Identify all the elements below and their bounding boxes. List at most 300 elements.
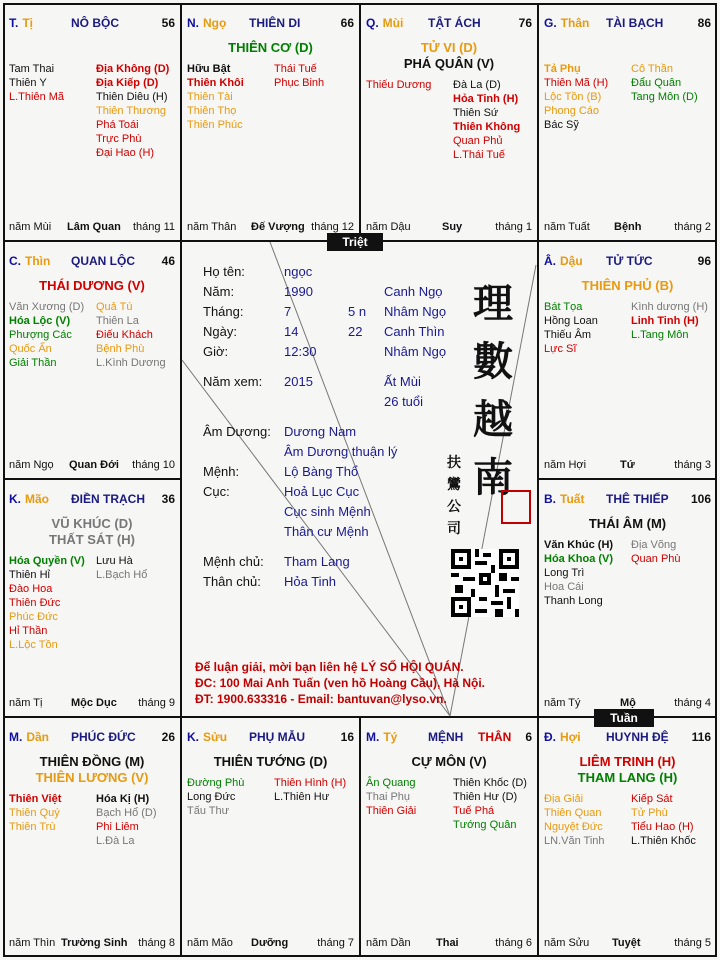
palace-cell-thin (3, 241, 181, 479)
life-stage: Dưỡng (251, 937, 289, 949)
branch-label (9, 492, 49, 506)
branch-label (9, 254, 50, 268)
than-position: Thân cư Mệnh (284, 524, 369, 539)
minor-star: Thiên Thọ (187, 105, 237, 117)
stem-letter: M. (366, 730, 380, 744)
palace-header (544, 16, 711, 32)
amduong-relation: Âm Dương thuận lý (284, 444, 398, 459)
minor-star: Quả Tú (96, 301, 133, 313)
life-stage: Bệnh (614, 221, 642, 233)
calligraphy-char: 越 (473, 396, 513, 443)
month-lunar: 5 n (348, 304, 367, 319)
minor-star: Địa Kiếp (D) (96, 77, 159, 89)
stem-letter: K. (187, 730, 199, 744)
stem-letter: N. (187, 16, 199, 30)
hour-label: Giờ: (203, 344, 229, 359)
palace-name: MỆNH (428, 730, 464, 744)
palace-header (366, 16, 532, 32)
branch-name: Mùi (382, 16, 404, 30)
stem-letter: Q. (366, 16, 379, 30)
palace-name: PHỤ MẪU (249, 730, 305, 744)
palace-cell-hoi (538, 717, 717, 957)
month-label: Tháng: (203, 304, 244, 319)
palace-name: QUAN LỘC (71, 254, 135, 268)
triet-tag: Triệt (327, 233, 383, 251)
cuc-label: Cục: (203, 484, 230, 499)
than-chu-label: Thân chủ: (203, 574, 261, 589)
hour-canchi: Nhâm Ngọ (384, 344, 447, 359)
minor-star: Hóa Khoa (V) (544, 553, 614, 565)
stem-letter: T. (9, 16, 19, 30)
branch-name: Thân (560, 16, 590, 30)
palace-month: tháng 5 (674, 937, 711, 949)
branch-label (544, 16, 589, 30)
minor-star: Tuế Phá (453, 805, 495, 817)
menh-label: Mệnh: (203, 464, 240, 479)
menh-chu-value: Tham Lang (284, 554, 350, 569)
tuan-tag: Tuần (594, 709, 654, 727)
minor-star: L.Thiên Mã (9, 91, 65, 103)
minor-stars-right (453, 78, 520, 162)
name-label: Họ tên: (203, 264, 245, 279)
main-star: PHÁ QUÂN (V) (403, 56, 495, 71)
minor-star: Thiên Quan (544, 807, 602, 819)
minor-star: Thiên Tài (187, 91, 233, 103)
hour-value: 12:30 (284, 344, 317, 359)
minor-star: Trực Phù (96, 133, 142, 145)
main-star: THIÊN CƠ (D) (228, 40, 313, 55)
main-star: THẤT SÁT (H) (49, 532, 135, 547)
palace-header (9, 16, 175, 32)
branch-label (9, 16, 33, 30)
small-calligraphy-char: 公 (447, 499, 461, 515)
minor-star: Thiên Khôi (187, 77, 244, 89)
minor-star: Bạch Hổ (D) (96, 807, 157, 819)
main-star: CỰ MÔN (V) (411, 754, 487, 769)
center-info-panel (181, 242, 538, 716)
palace-name: TÀI BẠCH (606, 16, 664, 30)
life-stage: Mộc Dục (71, 697, 117, 709)
branch-name: Mão (25, 492, 49, 506)
minor-star: Thanh Long (544, 595, 603, 607)
palace-footer (544, 221, 711, 235)
palace-name: TẬT ÁCH (428, 16, 481, 30)
minor-star: Thiên Việt (9, 793, 62, 805)
palace-footer (366, 221, 532, 235)
minor-star: Cô Thần (631, 63, 673, 75)
minor-star: Thiếu Âm (544, 329, 592, 341)
minor-star: Long Trì (544, 567, 585, 579)
minor-stars-right (96, 792, 157, 848)
palace-year: năm Mùi (9, 221, 52, 233)
minor-stars-right (631, 792, 696, 848)
minor-star: Tướng Quân (453, 819, 517, 831)
main-star: VŨ KHÚC (D) (51, 516, 133, 531)
branch-name: Sửu (203, 730, 228, 744)
minor-star: Phượng Các (9, 329, 72, 341)
minor-star: Ân Quang (366, 777, 416, 789)
life-stage: Đế Vượng (251, 221, 305, 233)
minor-star: Phúc Đức (9, 611, 58, 623)
palace-header (9, 730, 175, 746)
palace-header (187, 16, 354, 32)
palace-year: năm Thìn (9, 937, 56, 949)
minor-star: Tam Thai (9, 63, 55, 75)
minor-stars-right (96, 554, 147, 582)
life-stage: Tứ (620, 459, 635, 471)
palace-year: năm Thân (187, 221, 237, 233)
view-year-canchi: Ất Mùi (384, 374, 421, 389)
palace-cell-dau (538, 241, 717, 479)
branch-label (9, 730, 49, 744)
minor-star: Thiên Giải (366, 805, 417, 817)
minor-stars-left (544, 300, 598, 356)
small-calligraphy-char: 鸞 (447, 477, 461, 493)
minor-stars-right (274, 776, 346, 804)
minor-star: Bác Sỹ (544, 119, 579, 131)
minor-star: Tử Phù (631, 807, 668, 819)
palace-age: 106 (690, 492, 711, 506)
minor-star: Thai Phụ (366, 791, 411, 803)
palace-header (544, 730, 711, 746)
minor-star: Địa Không (D) (96, 63, 170, 75)
small-calligraphy-char: 扶 (447, 455, 461, 471)
palace-cell-ngo (181, 3, 360, 241)
calligraphy-char: 數 (473, 338, 513, 385)
palace-month: tháng 11 (132, 221, 175, 233)
minor-star: Phục Binh (274, 77, 325, 89)
day-label: Ngày: (203, 324, 237, 339)
palace-footer (544, 937, 711, 951)
minor-star: Đà La (D) (453, 79, 501, 91)
life-stage: Tuyệt (612, 937, 641, 949)
branch-name: Dần (26, 730, 50, 744)
minor-star: L.Lộc Tồn (9, 639, 58, 651)
main-star: THIÊN TƯỚNG (D) (213, 754, 328, 769)
view-year-label: Năm xem: (203, 374, 263, 389)
palace-header (187, 730, 354, 746)
branch-name: Dậu (560, 254, 583, 268)
life-stage: Thai (436, 937, 459, 949)
branch-name: Tuất (560, 492, 585, 506)
minor-star: Thiên Diêu (H) (96, 91, 168, 103)
branch-label (187, 16, 226, 30)
minor-star: Hóa Kị (H) (96, 793, 150, 805)
minor-star: L.Thiên Hư (274, 791, 330, 803)
palace-year: năm Ngọ (9, 459, 54, 471)
minor-star: Thiên Sứ (453, 107, 499, 119)
minor-stars-left (9, 62, 64, 104)
minor-star: Quốc Ấn (9, 343, 52, 355)
palace-month: tháng 6 (495, 937, 532, 949)
minor-star: Tấu Thư (187, 805, 230, 817)
minor-star: Đào Hoa (9, 583, 53, 595)
minor-star: L.Bạch Hổ (96, 569, 148, 581)
life-stage: Trường Sinh (61, 937, 128, 949)
stem-letter: K. (9, 492, 21, 506)
menh-chu-label: Mệnh chủ: (203, 554, 264, 569)
minor-star: Thái Tuế (274, 63, 317, 75)
palace-age: 66 (340, 16, 354, 30)
minor-star: Thiên La (96, 315, 139, 327)
minor-star: Thiên Phúc (187, 119, 243, 131)
minor-star: Nguyệt Đức (544, 821, 603, 833)
qr-code-icon (451, 549, 519, 617)
minor-star: Kình dương (H) (631, 301, 708, 313)
stem-letter: Â. (544, 254, 556, 268)
life-stage: Quan Đới (69, 459, 119, 471)
main-star: THÁI DƯƠNG (V) (39, 278, 145, 293)
minor-star: Linh Tinh (H) (631, 315, 699, 327)
palace-name: ĐIỀN TRẠCH (71, 492, 145, 506)
palace-month: tháng 10 (132, 459, 175, 471)
palace-name: PHÚC ĐỨC (71, 730, 136, 744)
minor-star: LN.Văn Tinh (544, 835, 605, 847)
stem-letter: G. (544, 16, 557, 30)
palace-year: năm Tị (9, 697, 43, 709)
cuc-value: Hoả Lục Cục (284, 484, 360, 499)
life-stage: Mộ (620, 697, 636, 709)
minor-star: Phi Liêm (96, 821, 139, 833)
age-value: 26 tuổi (384, 394, 424, 409)
palace-age: 76 (518, 16, 532, 30)
year-canchi: Canh Ngọ (384, 284, 443, 299)
main-star: THÁI ÂM (M) (588, 516, 667, 531)
palace-footer (187, 221, 354, 235)
main-star: TỬ VI (D) (420, 40, 478, 55)
cuc-relation: Cục sinh Mệnh (284, 504, 371, 519)
palace-name: THIÊN DI (249, 16, 301, 30)
minor-stars-left (187, 62, 244, 132)
palace-cell-tuat (538, 479, 717, 717)
minor-stars-left (366, 78, 431, 92)
minor-star: Thiên Y (9, 77, 47, 89)
than-marker: THÂN (478, 730, 512, 744)
stem-letter: C. (9, 254, 21, 268)
palace-age: 96 (697, 254, 711, 268)
palace-cell-ti (3, 3, 181, 241)
minor-star: Kiếp Sát (631, 793, 673, 805)
palace-year: năm Tuất (544, 221, 590, 233)
palace-year: năm Mão (187, 937, 233, 949)
minor-star: Thiên Không (453, 121, 521, 133)
palace-month: tháng 4 (674, 697, 711, 709)
name-value: ngọc (284, 264, 313, 279)
minor-stars-left (9, 300, 84, 370)
palace-header (9, 492, 175, 508)
palace-header (366, 730, 532, 746)
minor-star: Hóa Lộc (V) (9, 315, 71, 327)
amduong-label: Âm Dương: (203, 424, 271, 439)
minor-star: Văn Xương (D) (9, 301, 85, 313)
palace-name: TỬ TỨC (606, 254, 653, 268)
minor-star: Quan Phủ (453, 135, 503, 147)
palace-age: 116 (691, 730, 711, 744)
branch-label (366, 730, 397, 744)
palace-age: 6 (525, 730, 532, 744)
contact-phone-email: ĐT: 1900.633316 - Email: bantuvan@lyso.vn. (195, 692, 447, 706)
minor-stars-right (274, 62, 324, 90)
minor-stars-left (366, 776, 416, 818)
palace-name: THÊ THIẾP (606, 492, 669, 506)
palace-month: tháng 2 (674, 221, 711, 233)
palace-name: HUYNH ĐỆ (606, 730, 669, 744)
minor-star: Địa Võng (631, 539, 677, 551)
minor-star: Thiên Thương (96, 105, 167, 117)
minor-star: Văn Khúc (H) (544, 539, 614, 551)
day-lunar: 22 (348, 324, 363, 339)
stem-letter: Đ. (544, 730, 556, 744)
palace-month: tháng 1 (495, 221, 532, 233)
minor-stars-left (544, 792, 605, 848)
minor-stars-left (544, 62, 608, 132)
palace-cell-ty (360, 717, 538, 957)
minor-star: Tang Môn (D) (631, 91, 698, 103)
palace-year: năm Tý (544, 697, 581, 709)
minor-star: Địa Giải (544, 793, 584, 805)
minor-star: Thiên Quý (9, 807, 60, 819)
palace-month: tháng 7 (317, 937, 354, 949)
minor-star: Hỉ Thần (9, 625, 48, 637)
view-year-value: 2015 (284, 374, 313, 389)
red-seal-stamp (501, 490, 531, 524)
palace-footer (366, 937, 532, 951)
palace-age: 26 (161, 730, 175, 744)
minor-stars-left (9, 554, 85, 652)
year-value: 1990 (284, 284, 313, 299)
palace-footer (9, 221, 175, 235)
minor-star: L.Thái Tuế (453, 149, 505, 161)
minor-star: Tiểu Hao (H) (631, 821, 694, 833)
branch-label (366, 16, 403, 30)
palace-cell-dan (3, 717, 181, 957)
contact-address: ĐC: 100 Mai Anh Tuấn (ven hồ Hoàng Cầu), Hà Nội. (195, 676, 486, 690)
than-chu-value: Hỏa Tinh (284, 574, 337, 589)
palace-age: 86 (697, 16, 711, 30)
palace-footer (544, 459, 711, 473)
main-star: LIÊM TRINH (H) (579, 754, 676, 769)
minor-star: Giải Thần (9, 357, 57, 369)
minor-star: Hoa Cái (544, 581, 584, 593)
minor-star: Phong Cáo (544, 105, 600, 117)
minor-star: Thiên Mã (H) (544, 77, 609, 89)
minor-star: Hồng Loan (544, 315, 598, 327)
contact-line-1: Để luận giải, mời bạn liên hệ LÝ SỐ HỘI QUÁN. (195, 660, 464, 674)
main-star: THAM LANG (H) (577, 770, 678, 785)
palace-header (544, 492, 711, 508)
minor-star: Bệnh Phù (96, 343, 145, 355)
minor-star: Thiên Hình (H) (274, 777, 347, 789)
palace-footer (187, 937, 354, 951)
minor-star: Đại Hao (H) (96, 147, 155, 159)
minor-star: Lưu Hà (96, 555, 133, 567)
palace-cell-mao (3, 479, 181, 717)
palace-age: 46 (161, 254, 175, 268)
minor-star: Lộc Tồn (B) (544, 91, 602, 103)
branch-label (544, 254, 583, 268)
palace-age: 56 (161, 16, 175, 30)
branch-name: Tị (22, 16, 34, 30)
minor-star: L.Tang Môn (631, 329, 689, 341)
palace-month: tháng 12 (311, 221, 354, 233)
month-value: 7 (284, 304, 292, 319)
minor-stars-right (96, 62, 169, 160)
branch-name: Ngọ (203, 16, 227, 30)
palace-cell-suu (181, 717, 360, 957)
branch-name: Thìn (25, 254, 51, 268)
minor-star: Thiên Hư (D) (453, 791, 518, 803)
minor-stars-right (453, 776, 527, 832)
day-canchi: Canh Thìn (384, 324, 445, 339)
minor-star: Đường Phù (187, 777, 245, 789)
minor-star: Thiên Hỉ (9, 569, 50, 581)
palace-footer (9, 697, 175, 711)
palace-footer (9, 459, 175, 473)
minor-star: Lực Sĩ (544, 343, 577, 355)
minor-star: Hỏa Tinh (H) (453, 93, 519, 105)
palace-month: tháng 3 (674, 459, 711, 471)
branch-label (544, 730, 581, 744)
palace-month: tháng 8 (138, 937, 175, 949)
life-stage: Suy (442, 221, 463, 233)
palace-year: năm Sửu (544, 937, 590, 949)
calligraphy-char: 理 (473, 280, 513, 327)
minor-stars-right (631, 538, 681, 566)
palace-header (9, 254, 175, 270)
minor-stars-left (544, 538, 613, 608)
palace-footer (9, 937, 175, 951)
minor-star: Long Đức (187, 791, 236, 803)
palace-footer (544, 697, 711, 711)
minor-star: Hóa Quyền (V) (9, 555, 85, 567)
minor-star: Bát Tọa (544, 301, 583, 313)
minor-star: Điếu Khách (96, 329, 153, 341)
minor-star: Tả Phụ (544, 63, 581, 75)
branch-name: Tý (383, 730, 398, 744)
palace-year: năm Dần (366, 937, 411, 949)
amduong-value: Dương Nam (284, 424, 357, 439)
palace-month: tháng 9 (138, 697, 175, 709)
minor-star: Thiếu Dương (366, 79, 432, 91)
minor-star: L.Kình Dương (96, 357, 166, 369)
life-stage: Lâm Quan (67, 221, 121, 233)
minor-star: Quan Phù (631, 553, 681, 565)
minor-stars-right (96, 300, 166, 370)
minor-star: Thiên Trù (9, 821, 56, 833)
main-star: THIÊN PHỦ (B) (581, 278, 674, 293)
palace-year: năm Hợi (544, 459, 587, 471)
palace-cell-mui (360, 3, 538, 241)
menh-value: Lộ Bàng Thổ (284, 464, 359, 479)
palace-name: NÔ BỘC (71, 16, 119, 30)
palace-age: 16 (340, 730, 354, 744)
minor-stars-left (9, 792, 61, 834)
minor-star: Thiên Đức (9, 597, 61, 609)
palace-cell-than (538, 3, 717, 241)
stem-letter: B. (544, 492, 556, 506)
branch-label (187, 730, 227, 744)
minor-star: Đẩu Quân (631, 77, 682, 89)
minor-stars-right (631, 300, 708, 342)
minor-star: Hữu Bật (187, 63, 231, 75)
palace-header (544, 254, 711, 270)
month-canchi: Nhâm Ngọ (384, 304, 447, 319)
minor-star: L.Thiên Khốc (631, 835, 696, 847)
year-label: Năm: (203, 284, 235, 299)
minor-star: L.Đà La (96, 835, 135, 847)
stem-letter: M. (9, 730, 23, 744)
calligraphy-char: 南 (473, 454, 513, 501)
